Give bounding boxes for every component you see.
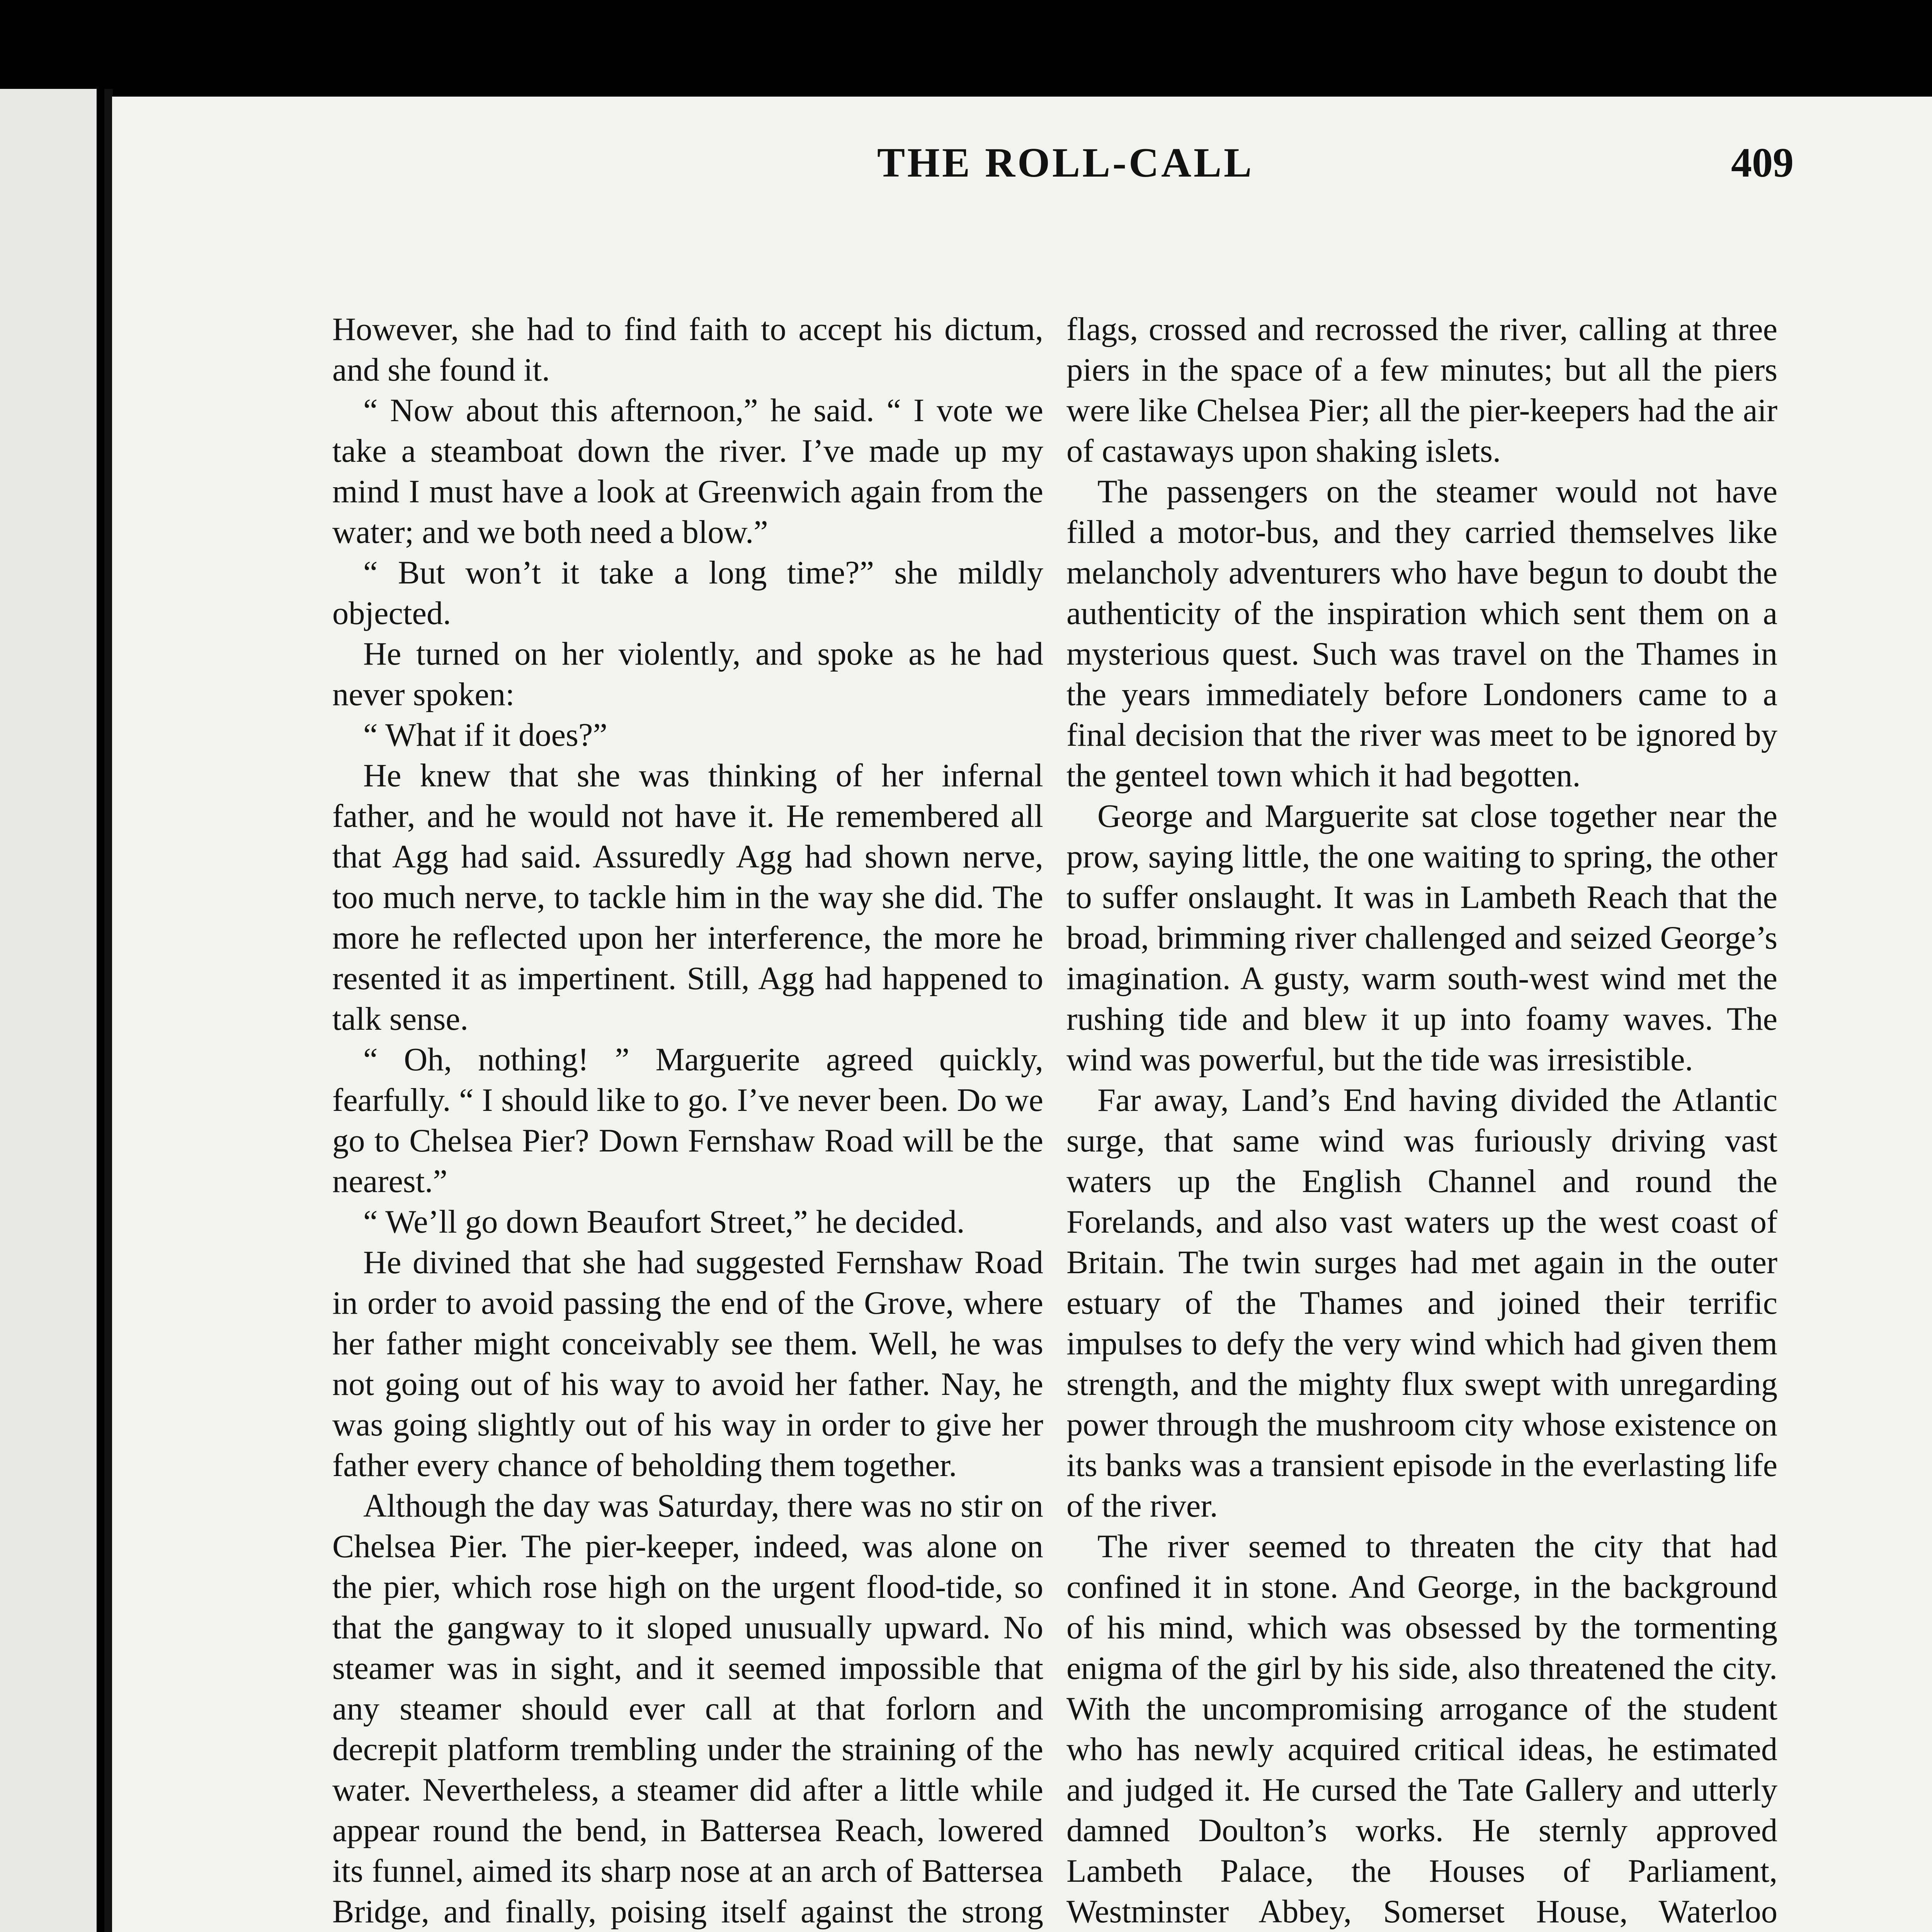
paragraph: flags, crossed and recrossed the river, calling at three piers in the space of a few minutes; but all the piers were like Chelsea Pier; all the pier-keepers had the air of castaways upon shaking islets. <box>1066 311 1777 469</box>
running-title: THE ROLL-CALL <box>877 140 1254 186</box>
paragraph: “ Oh, nothing! ” Marguerite agreed quickly, fearfully. “ I should like to go. I’ve never been. Do we go to Chelsea Pier? Down Fernshaw Road will be the nearest.” <box>332 1042 1043 1199</box>
facing-page-edge <box>0 89 97 1932</box>
paragraph: He divined that she had suggested Fernshaw Road in order to avoid passing the end of the Grove, where her father might conceivably see them. Well, he was not going out of his way to avoid her father. Nay, he was going slightly out of his way in order to give her father every chance of beholding them together. <box>332 1245 1043 1483</box>
paragraph: He turned on her violently, and spoke as he had never spoken: <box>332 636 1043 713</box>
right-text-column <box>1066 309 1777 1932</box>
page-header <box>0 139 1932 216</box>
page-number: 409 <box>1731 140 1794 186</box>
paragraph: George and Marguerite sat close together near the prow, saying little, the one waiting to spring, the other to suffer onslaught. It was in Lambeth Reach that the broad, brimming river challenged and seized George’s imagination. A gusty, warm south-west wind met the rushing tide and blew it up into foamy waves. The wind was powerful, but the tide was irresistible. <box>1066 798 1777 1078</box>
binding-shadow <box>104 89 113 1932</box>
paragraph: “ Now about this afternoon,” he said. “ I vote we take a steamboat down the river. I’ve made up my mind I must have a look at Greenwich again from the water; and we both need a blow.” <box>332 393 1043 550</box>
paragraph: He knew that she was thinking of her infernal father, and he would not have it. He remembered all that Agg had said. Assuredly Agg had shown nerve, too much nerve, to tackle him in the way she did. The more he reflected upon her interference, the more he resented it as impertinent. Still, Agg had happened to talk sense. <box>332 758 1043 1037</box>
paragraph: The passengers on the steamer would not have filled a motor-bus, and they carried themselves like melancholy adventurers who have begun to doubt the authenticity of the inspiration which sent them on a mysterious quest. Such was travel on the Thames in the years immediately before Londoners came to a final decision that the river was meet to be ignored by the genteel town which it had begotten. <box>1066 474 1777 794</box>
paragraph: Although the day was Saturday, there was no stir on Chelsea Pier. The pier-keeper, indeed, was alone on the pier, which rose high on the urgent flood-tide, so that the gangway to it sloped unusually upward. No steamer was in sight, and it seemed impossible that any steamer should ever call at that forlorn and decrepit platform trembling under the straining of the water. Nevertheless, a steamer did after a little while appear round the bend, in Battersea Reach, lowered its funnel, aimed its sharp nose at an arch of Battersea Bridge, and finally, poising itself against the strong <box>332 1488 1043 1930</box>
paragraph: Far away, Land’s End having divided the Atlantic surge, that same wind was furiously driving vast waters up the English Channel and round the Forelands, and also vast waters up the west coast of Britain. The twin surges had met again in the outer estuary of the Thames and joined their terrific impulses to defy the very wind which had given them strength, and the mighty flux swept with unregarding power through the mushroom city whose existence on its banks was a transient episode in the everlasting life of the river. <box>1066 1082 1777 1524</box>
paragraph: “ But won’t it take a long time?” she mildly objected. <box>332 555 1043 631</box>
paragraph: “ What if it does?” <box>363 717 607 753</box>
left-text-column <box>332 309 1043 1932</box>
paragraph: The river seemed to threaten the city that had confined it in stone. And George, in the background of his mind, which was obsessed by the tormenting enigma of the girl by his side, also threatened the city. With the uncompromising arrogance of the student who has newly acquired critical ideas, he estimated and judged it. He cursed the Tate Gallery and utterly damned Doulton’s works. He sternly approved Lambeth Palace, the Houses of Parliament, Westminster Abbey, Somerset House, Waterloo <box>1066 1529 1777 1930</box>
paragraph: “ We’ll go down Beaufort Street,” he decided. <box>363 1204 965 1240</box>
paragraph: However, she had to find faith to accept his dictum, and she found it. <box>332 311 1043 388</box>
